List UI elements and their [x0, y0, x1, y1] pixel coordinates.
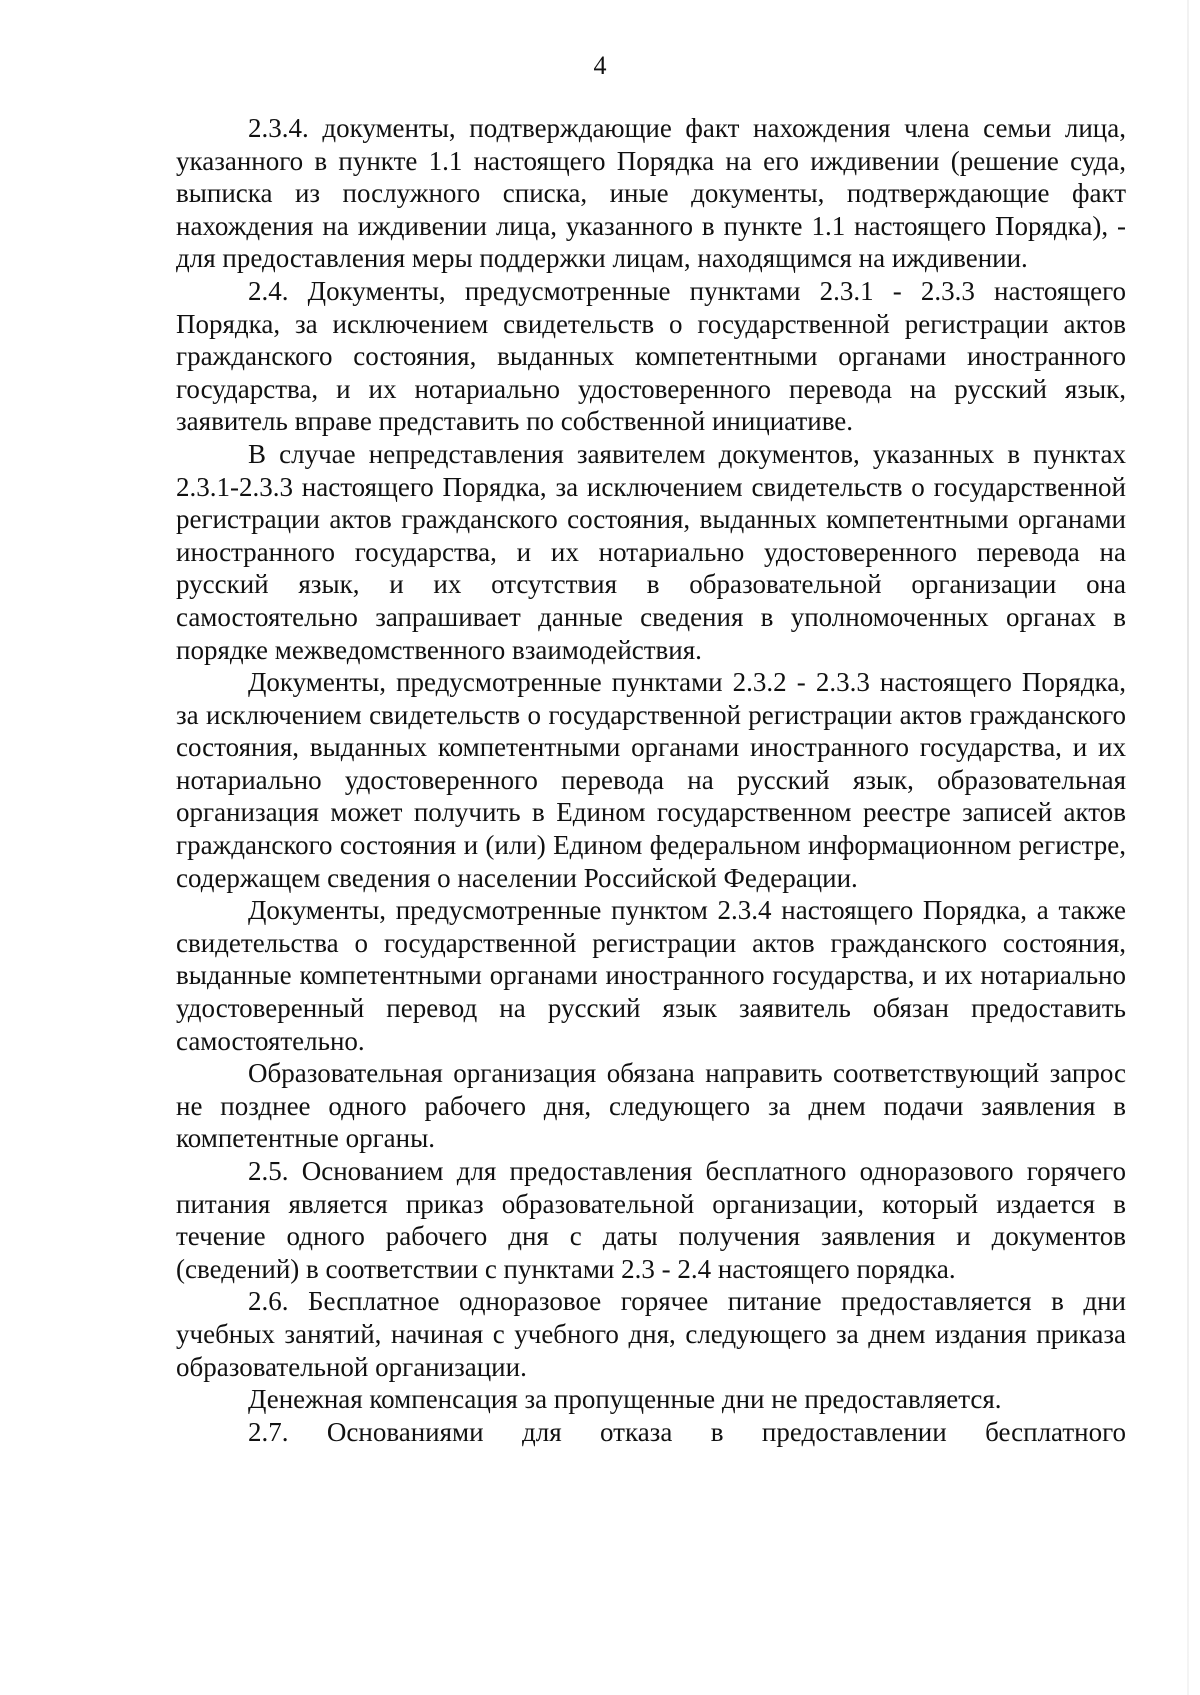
paragraph-mandatory-documents: Документы, предусмотренные пунктом 2.3.4 настоящего Порядка, а также свидетельства о государственной регистрации актов гражданского состояния, выданные компетентными органами иностранного государства, и их нотариально удостоверенный перевод на русский язык заявитель обязан предоставить самостоятельно. [176, 895, 1126, 1056]
document-body [176, 112, 1126, 1448]
paragraph-2-4: 2.4. Документы, предусмотренные пунктами 2.3.1 - 2.3.3 настоящего Порядка, за исключением свидетельств о государственной регистрации актов гражданского состояния, выданных компетентными органами иностранного государства, и их нотариально удостоверенного перевода на русский язык, заявитель вправе представить по собственной инициативе. [176, 275, 1126, 437]
paragraph-2-7: 2.7. Основаниями для отказа в предоставлении бесплатного [248, 1416, 1126, 1447]
paragraph-registry-retrieval: Документы, предусмотренные пунктами 2.3.2 - 2.3.3 настоящего Порядка, за исключением свидетельств о государственной регистрации актов гражданского состояния, выданных компетентными органами иностранного государства, и их нотариально удостоверенного перевода на русский язык, образовательная организация может получить в Едином государственном реестре записей актов гражданского состояния и (или) Едином федеральном информационном регистре, содержащем сведения о населении Российской Федерации. [176, 667, 1126, 893]
paragraph-non-submission: В случае непредставления заявителем документов, указанных в пунктах 2.3.1-2.3.3 настоящего Порядка, за исключением свидетельств о государственной регистрации актов гражданского состояния, выданных компетентными органами иностранного государства, и их нотариально удостоверенного перевода на русский язык, и их отсутствия в образовательной организации она самостоятельно запрашивает данные сведения в уполномоченных органах в порядке межведомственного взаимодействия. [176, 438, 1126, 665]
paragraph-2-5: 2.5. Основанием для предоставления бесплатного одноразового горячего питания является приказ образовательной организации, который издается в течение одного рабочего дня с даты получения заявления и документов (сведений) в соответствии с пунктами 2.3 - 2.4 настоящего порядка. [176, 1156, 1126, 1284]
scan-edge-line [1187, 0, 1189, 1695]
paragraph-request-deadline: Образовательная организация обязана направить соответствующий запрос не позднее одного рабочего дня, следующего за днем подачи заявления в компетентные органы. [176, 1058, 1126, 1154]
paragraph-compensation: Денежная компенсация за пропущенные дни не предоставляется. [248, 1384, 1002, 1415]
paragraph-2-6: 2.6. Бесплатное одноразовое горячее питание предоставляется в дни учебных занятий, начиная с учебного дня, следующего за днем издания приказа образовательной организации. [176, 1286, 1126, 1382]
paragraph-2-3-4: 2.3.4. документы, подтверждающие факт нахождения члена семьи лица, указанного в пункте 1.1 настоящего Порядка на его иждивении (решение суда, выписка из послужного списка, иные документы, подтверждающие факт нахождения на иждивении лица, указанного в пункте 1.1 настоящего Порядка), - для предоставления меры поддержки лицам, находящимся на иждивении. [176, 113, 1126, 274]
page-number: 4 [593, 51, 607, 80]
